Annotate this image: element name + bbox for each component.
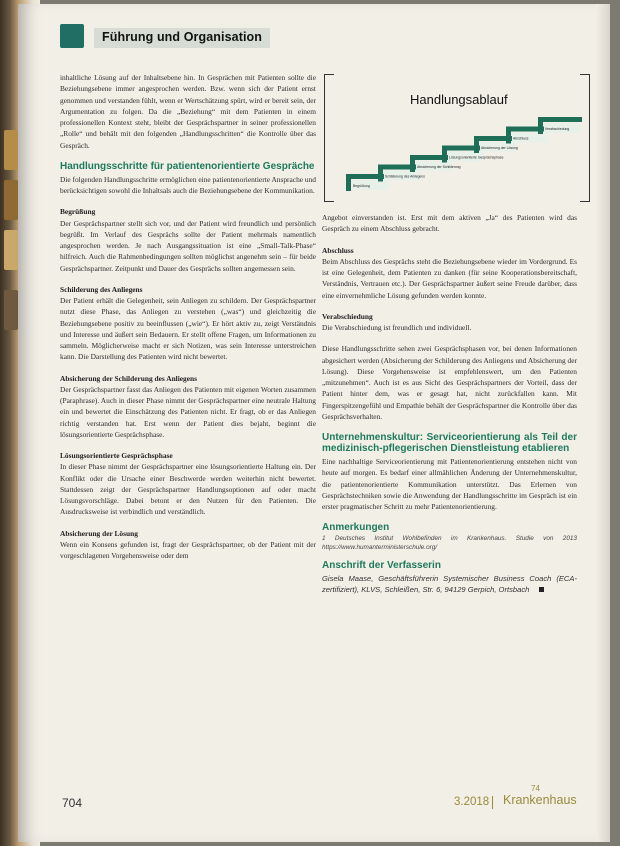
stair-step-riser: [474, 141, 479, 153]
section-heading: Anschrift der Verfasserin: [322, 560, 441, 572]
body-paragraph: Der Patient erhält die Gelegenheit, sein Anliegen zu schildern. Der Gesprächspartner nutzt diese Phase, das Anliegen zu verstehen („was“) und gleichzeitig die Beziehungsebene positiv zu beeinflussen („wie“). Er hört aktiv zu, zeigt Verständnis und Interesse und äußert sein Bedauern. Er stellt offene Fragen, um Informationen zu sammeln. Möglicherweise macht er sich Notizen, was sein Interesse unterstreichen kann. Die Darstellung des Patienten wird nicht bewertet.: [60, 296, 316, 362]
stair-step-bar: [474, 136, 518, 141]
footnote: 1 Deutsches Institut Wohlbefinden im Krankenhaus. Studie von 2013 https://www.humanterministerschule.org/: [322, 535, 577, 551]
page-edge: [596, 4, 610, 842]
body-paragraph: inhaltliche Lösung auf der Inhaltsebene hin. In Gesprächen mit Patienten sollte die Beziehungsebene immer angesprochen werden. Bzw. wenn sich der Patient ernst genommen und verstanden fühlt, wenn er Wertschätzung spürt, wird er bereit sein, der Argumentation zu folgen. Da die „Beziehung“ mit dem Patienten in einem professionellen Kontext steht, bleibt der Gesprächspartner in seiner professionellen „Rolle“ und behält mit den folgenden „Handlungsschritten“ die Kontrolle über das Gespräch.: [60, 73, 316, 150]
stair-step: [346, 174, 390, 191]
stair-step-riser: [506, 132, 511, 144]
diagram-title: Handlungsablauf: [410, 92, 508, 107]
body-paragraph: Beim Abschluss des Gesprächs steht die Beziehungsebene wieder im Vordergrund. Es ist eine Gelegenheit, dem Patienten zu danken (für seine Kooperationsbereitschaft, Verständnis, Vertrauen etc.). Der Gesprächspartner äußert seine Freude darüber, dass eine einvernehmliche Lösung gefunden werden konnte.: [322, 256, 577, 300]
stair-step-riser: [442, 151, 447, 163]
section-heading: Handlungsschritte für patientenorientierte Gespräche: [60, 160, 315, 172]
subsection-heading: Verabschiedung: [322, 311, 373, 321]
subsection-heading: Absicherung der Schilderung des Anliegens: [60, 373, 198, 383]
subsection-heading: Begrüßung: [60, 207, 96, 217]
stair-step: [538, 117, 582, 134]
subsection-heading: Absicherung der Lösung: [60, 528, 138, 538]
workflow-diagram: [324, 74, 590, 202]
stair-step-bar: [506, 127, 550, 132]
page-number: 704: [62, 796, 83, 810]
section-title: Führung und Organisation: [94, 28, 270, 48]
stair-step: [506, 127, 550, 144]
issue-number: 3.2018: [454, 796, 490, 808]
brand-volume: 74: [531, 784, 540, 793]
section-heading: Anmerkungen: [322, 522, 390, 534]
stair-step: [474, 136, 518, 153]
author-address: Gisela Maase, Geschäftsführerin Systemischer Business Coach (ECA-zertifiziert), KLVS, Schleißen, Str. 6, 94129 Gerpich, Ortsbach: [322, 574, 577, 595]
spine-color-strip: [4, 230, 18, 270]
body-paragraph: Diese Handlungsschritte sehen zwei Gesprächsphasen vor, bei denen Informationen abgesichert werden (Absicherung der Schilderung des Anliegens und Absicherung der Lösung). Diese Vorgehensweise ist empfehlenswert, um den Patienten „mitzunehmen“. Auch ist es aus Sicht des Gesprächspartners der Vorteil, dass der Patient hinter dem, was er gesagt hat, nicht zurückfallen kann. Mit Fingerspitzengefühl und Empathie behält der Gesprächspartner die Kontrolle über das Gesprächsverhalten.: [322, 344, 577, 421]
body-paragraph: Eine nachhaltige Serviceorientierung mit Patientenorientierung entstehen nicht von heute auf morgen. Es bedarf einer allmählichen Änderung der Unternehmenskultur, die patientenorientierte Kommunikation unterstützt. Das Erlernen von Gesprächstechniken sowie die Anwendung der Handlungsschritte im Gespräch ist ein erster pragmatischer Schritt zu mehr Patientenorientierung.: [322, 457, 577, 511]
stair-step-bar: [538, 117, 582, 122]
body-paragraph: Die Verabschiedung ist freundlich und individuell.: [322, 323, 472, 332]
body-paragraph: Wenn ein Konsens gefunden ist, fragt der Gesprächspartner, ob der Patient mit der vorgeschlagenen Vorgehensweise oder dem: [60, 539, 316, 560]
body-paragraph: In dieser Phase nimmt der Gesprächspartner eine lösungsorientierte Haltung ein. Der Konflikt oder die Ursache einer Beschwerde werden weiterhin nicht bewertet. Stattdessen zeigt der Gesprächspartner Handlungsoptionen auf oder macht Lösungsvorschläge. Dabei betont er den Nutzen für den Patienten. Die Ausdrucksweise ist verbindlich und verständlich.: [60, 462, 316, 517]
stair-step-label: Lösungsorientierte Gesprächsphase: [449, 155, 504, 160]
subsection-heading: Schilderung des Anliegens: [60, 284, 143, 294]
stair-step-label: Begrüßung: [353, 184, 370, 188]
stair-step-riser: [346, 179, 351, 191]
stair-step-label: Absicherung der Lösung: [481, 146, 518, 150]
body-paragraph: Angebot einverstanden ist. Erst mit dem aktiven „Ja“ des Patienten wird das Gespräch zu einem Abschluss gebracht.: [322, 213, 577, 234]
end-of-article-mark: [539, 587, 544, 592]
subsection-heading: Abschluss: [322, 245, 354, 255]
stair-step-bar: [442, 146, 486, 151]
section-heading: Unternehmenskultur: Serviceorientierung als Teil der medizinisch-pflegerischen Dienstleistung etablieren: [322, 432, 577, 454]
body-paragraph: Der Gesprächspartner stellt sich vor, und der Patient wird freundlich und persönlich begrüßt. Im Verlauf des Gesprächs sollte der Patient mehrmals namentlich angesprochen werden. Je nach Ausgangssituation ist eine „Small-Talk-Phase“ hilfreich. Auch die Rahmenbedingungen sollten möglichst angenehm sein – für beide Gesprächspartner. Zeitpunkt und Dauer des Gesprächs sollten angemessen sein.: [60, 218, 316, 273]
magazine-brand: Krankenhaus: [503, 793, 577, 807]
right-text-column: [322, 212, 577, 595]
stair-step-bar: [410, 155, 454, 160]
stair-step-label: Abschluss: [513, 136, 529, 141]
footer-separator: [492, 796, 493, 809]
stair-steps-graphic: [324, 74, 590, 202]
stair-step-label: Absicherung der Schilderung: [417, 165, 461, 169]
stair-step-label: Verabschiedung: [545, 127, 570, 131]
subsection-heading: Lösungsorientierte Gesprächsphase: [60, 451, 173, 460]
stair-step-riser: [538, 122, 543, 134]
stair-step-riser: [410, 160, 415, 172]
stair-step-bar: [346, 174, 390, 179]
left-text-column: [60, 72, 316, 571]
body-paragraph: Der Gesprächspartner fasst das Anliegen des Patienten mit eigenen Worten zusammen (Paraphrase). Auch in dieser Phase nimmt der Gesprächspartner eine neutrale Haltung ein und bewertet die Einschätzung des Patienten nicht. Er fragt, ob er das Anliegen richtig verstanden hat. Erst wenn der Patient dies bejaht, beginnt die lösungsorientierte Gesprächsphase.: [60, 384, 316, 439]
body-paragraph: Die folgenden Handlungsschritte ermöglichen eine patientenorientierte Ansprache und berücksichtigen sowohl die Inhaltsals auch die Beziehungsebene der Kommunikation.: [60, 174, 316, 195]
stair-step-riser: [378, 170, 383, 182]
spine-color-strip: [4, 180, 18, 220]
section-marker-square: [60, 24, 84, 48]
spine-color-strip: [4, 290, 18, 330]
stair-step-bar: [378, 165, 422, 170]
spine-color-strip: [4, 130, 18, 170]
stair-step-label: Schilderung des Anliegens: [385, 174, 425, 179]
